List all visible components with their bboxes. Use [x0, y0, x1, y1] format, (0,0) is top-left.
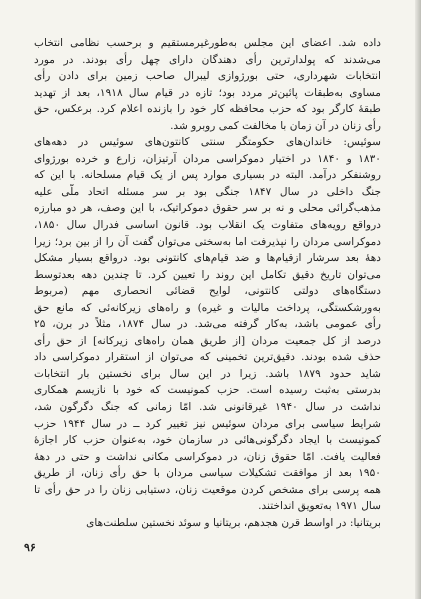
- text-line: می‌توان تاریخ دقیق تکامل این روند را تعیین کرد. تا چندین دهه بعدتوسط: [34, 268, 381, 281]
- page-number: ۹۶: [24, 541, 36, 554]
- text-line: شرایط سیاسی برای مردان سوئیس نیز تغییر کرد ــ در سال ۱۹۴۴ حزب: [34, 417, 381, 430]
- text-line: جنگ داخلی در سال ۱۸۴۷ جنگی بود بر سر مسئله اتحاد ملّی علیه: [34, 185, 381, 198]
- text-line: سال ۱۹۷۱ به‌تعویق انداختند.: [258, 500, 381, 513]
- text-line: درصد از کل جمعیت مردان [از طریق همان راه‌های زیرکانه] از حق رأی: [34, 334, 381, 347]
- text-line: رأی زنان در آن زمان با مخالفت کمی روبرو شد.: [170, 119, 381, 132]
- text-line: ۱۸۳۰ و ۱۸۴۰ در اختیار دموکراسی مردان آرتیزان، زارع و خرده بورژوای: [34, 152, 381, 165]
- text-line: رأی عمومی باشد، به‌کار گرفته می‌شد. در سال ۱۸۷۴، مثلاً در برن، ۲۵: [34, 318, 381, 331]
- text-line: فعالیت یافت. امّا حقوق زنان، در دموکراسی مکانی نداشت و حتی در دههٔ: [34, 450, 381, 463]
- paragraph: [34, 35, 381, 134]
- text-line: بدرستی به‌ثبت رسیده است. حزب کمونیست که خود با نازیسم همکاری: [34, 384, 381, 397]
- paragraph: [34, 515, 381, 532]
- paragraph: [34, 134, 381, 515]
- page-edge: [415, 0, 421, 599]
- text-line: سوئیس: خاندان‌های حکومتگر سنتی کانتون‌های سوئیس در دهه‌های: [34, 136, 381, 149]
- text-line: درواقع رویه‌های متفاوت یک انقلاب بود. قانون اساسی فدرال سال ۱۸۵۰،: [34, 219, 381, 232]
- text-line: مذهب‌گرائی محلی و نه بر سر حقوق دموکراتیک، با این وصف، هر دو مبارزه: [34, 202, 381, 215]
- text-line: انتخابات شهرداری، حتی بورژوازی لیبرال صاحب زمین برای دادن رأی: [34, 70, 381, 83]
- text-line: نداشت در سال ۱۹۴۰ غیرقانونی شد. امّا زمانی که جنگ دگرگون شد،: [34, 401, 381, 414]
- text-line: دموکراسی مردان را نپذیرفت اما به‌سختی می‌توان گفت آن را از بین برد؛ زیرا: [34, 235, 381, 248]
- text-line: حذف شده بودند. دقیق‌ترین تخمینی که می‌توان از استقرار دموکراسی داد: [34, 351, 381, 364]
- text-line: دههٔ بعد سرشار ازقیام‌ها و ضد قیام‌های کانتونی بود. درواقع بسیار مشکل: [34, 252, 381, 265]
- text-line: طبقهٔ کارگر بود که حزب محافظه کار خود را بازنده اعلام کرد. برعکس، حق: [34, 103, 381, 116]
- text-line: مساوی به‌طبقات پائین‌تر مردد بود؛ تازه در قیام سال ۱۹۱۸، بعد از تهدید: [34, 86, 381, 99]
- text-line: همه پرسی برای مشخص کردن موقعیت زنان، دستیابی زنان را در حق رأی تا: [34, 483, 381, 496]
- text-line: می‌شدند که پولدارترین رأی دهندگان دارای چهل رأی بودند. در مورد: [34, 53, 381, 66]
- text-line: ۱۹۵۰ بعد از موافقت تشکیلات سیاسی مردان با حق رأی زنان، از طریق: [34, 467, 381, 480]
- text-line: شاید حدود ۱۸۷۹ باشد. زیرا در این سال برای نخستین بار انتخابات: [34, 367, 381, 380]
- text-line: بریتانیا: در اواسط قرن هجدهم، بریتانیا و سوئد نخستین سلطنت‌های: [86, 516, 381, 529]
- text-line: روشنفکر درآمد. البته در بسیاری موارد پس از یک قیام مسلحانه. با این که: [34, 169, 381, 182]
- text-line: داده شد. اعضای این مجلس به‌طورغیرمستقیم و برحسب نظامی انتخاب: [34, 37, 381, 49]
- text-line: به‌ورشکستگی، پرداخت مالیات و غیره) و راه‌های زیرکانه‌ئی که مانع حق: [34, 301, 381, 314]
- body-text: [34, 35, 381, 531]
- text-line: دستگاه‌های دولتی کانتونی، لوایح قضائی انحصاری مهم (مربوط: [34, 285, 381, 298]
- text-line: کمونیست با ایجاد دگرگونی‌هائی در سازمان خود، به‌عنوان حزب کار اجازهٔ: [34, 434, 381, 447]
